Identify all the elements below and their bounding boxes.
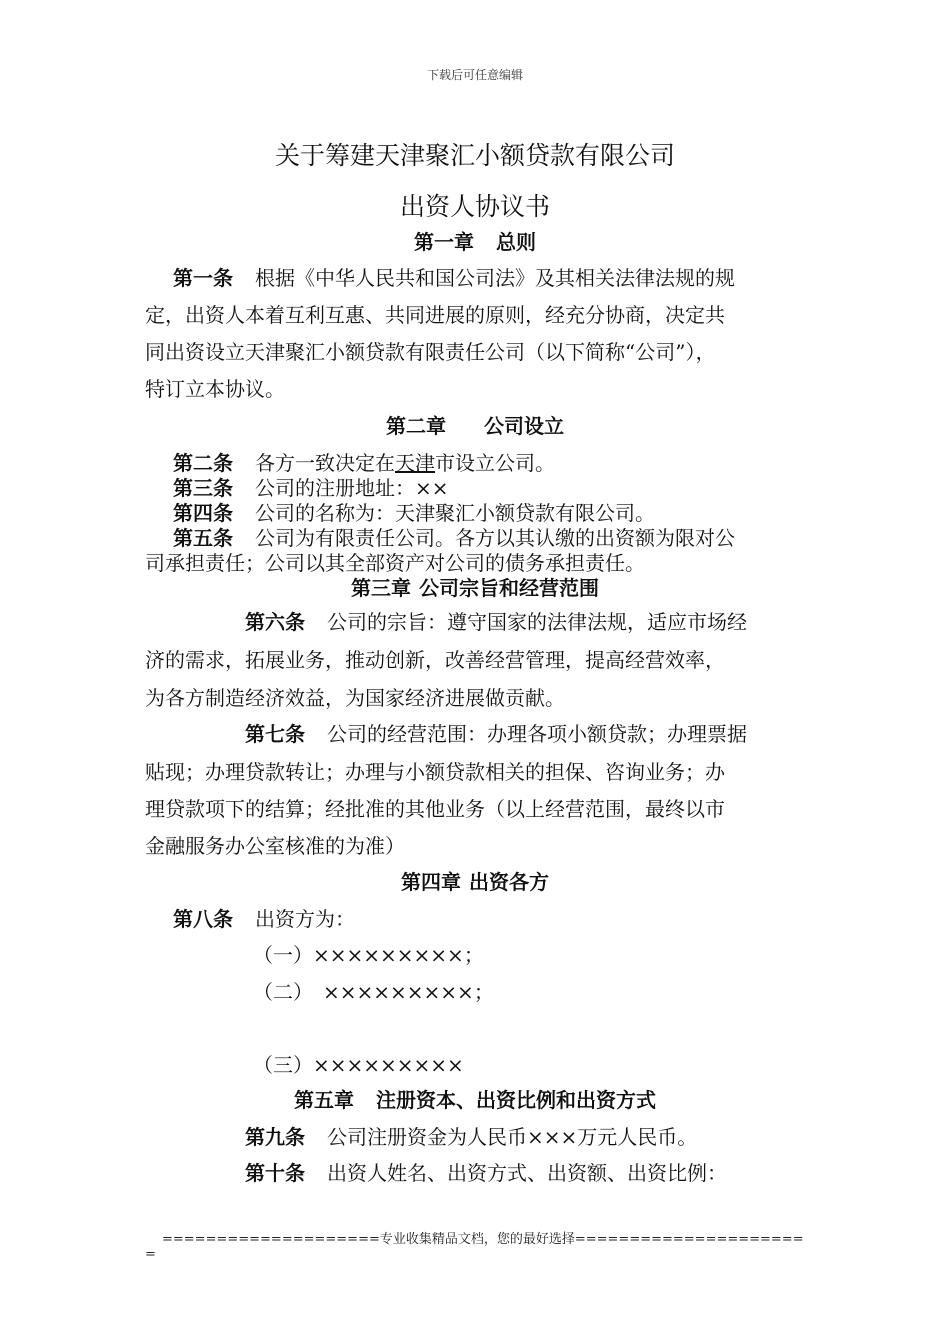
article-7-line-3: 理贷款项下的结算；经批准的其他业务（以上经营范围，最终以市: [145, 797, 725, 821]
investor-item-1: （一）×××××××××；: [253, 943, 484, 967]
article-3: 第三条 公司的注册地址：××: [173, 476, 449, 500]
article-4: 第四条 公司的名称为：天津聚汇小额贷款有限公司。: [173, 501, 655, 525]
article-7-line-1: 第七条 公司的经营范围：办理各项小额贷款；办理票据: [245, 722, 747, 746]
article-6-line-2: 济的需求，拓展业务，推动创新，改善经营管理，提高经营效率，: [145, 648, 725, 672]
article-label: 第一条: [173, 266, 233, 290]
article-1-line-4: 特订立本协议。: [145, 377, 285, 401]
header-note: 下载后可任意编辑: [426, 68, 523, 82]
article-9: 第九条 公司注册资金为人民币×××万元人民币。: [245, 1125, 698, 1149]
article-7-line-2: 贴现；办理贷款转让；办理与小额贷款相关的担保、咨询业务；办: [145, 760, 725, 784]
article-6-line-1: 第六条 公司的宗旨：遵守国家的法律法规，适应市场经: [245, 610, 747, 634]
article-7-line-4: 金融服务办公室核准的为准）: [145, 834, 405, 858]
footer-line-2: =: [145, 1247, 156, 1262]
article-8: 第八条 出资方为：: [173, 907, 355, 931]
article-6-line-3: 为各方制造经济效益，为国家经济进展做贡献。: [145, 686, 565, 710]
article-10: 第十条 出资人姓名、出资方式、出资额、出资比例：: [245, 1161, 727, 1185]
article-1-line-3: 同出资设立天津聚汇小额贷款有限责任公司（以下简称“公司”），: [145, 340, 716, 364]
chapter-5-heading: 第五章 注册资本、出资比例和出资方式: [294, 1088, 656, 1112]
document-subtitle: 出资人协议书: [399, 192, 550, 221]
chapter-2-heading: 第二章 公司设立: [386, 414, 564, 438]
article-5-line-2: 司承担责任；公司以其全部资产对公司的债务承担责任。: [145, 551, 645, 575]
footer-line-1: ====================专业收集精品文档，您的最好选择=====================: [162, 1232, 804, 1247]
article-1-line-1: 第一条 根据《中华人民共和国公司法》及其相关法律法规的规: [173, 266, 735, 290]
chapter-4-heading: 第四章 出资各方: [401, 870, 549, 894]
article-1-line-2: 定，出资人本着互利互惠、共同进展的原则，经充分协商，决定共: [145, 303, 725, 327]
document-title: 关于筹建天津聚汇小额贷款有限公司: [274, 141, 675, 170]
chapter-3-heading: 第三章 公司宗旨和经营范围: [351, 576, 599, 600]
chapter-1-heading: 第一章 总则: [414, 230, 536, 254]
article-5-line-1: 第五条 公司为有限责任公司。各方以其认缴的出资额为限对公: [173, 526, 735, 550]
article-2: 第二条 各方一致决定在天津市设立公司。: [173, 451, 555, 475]
city-name: 天津: [395, 451, 435, 475]
investor-item-3: （三）×××××××××: [253, 1053, 464, 1077]
investor-item-2: （二） ×××××××××；: [253, 980, 494, 1004]
